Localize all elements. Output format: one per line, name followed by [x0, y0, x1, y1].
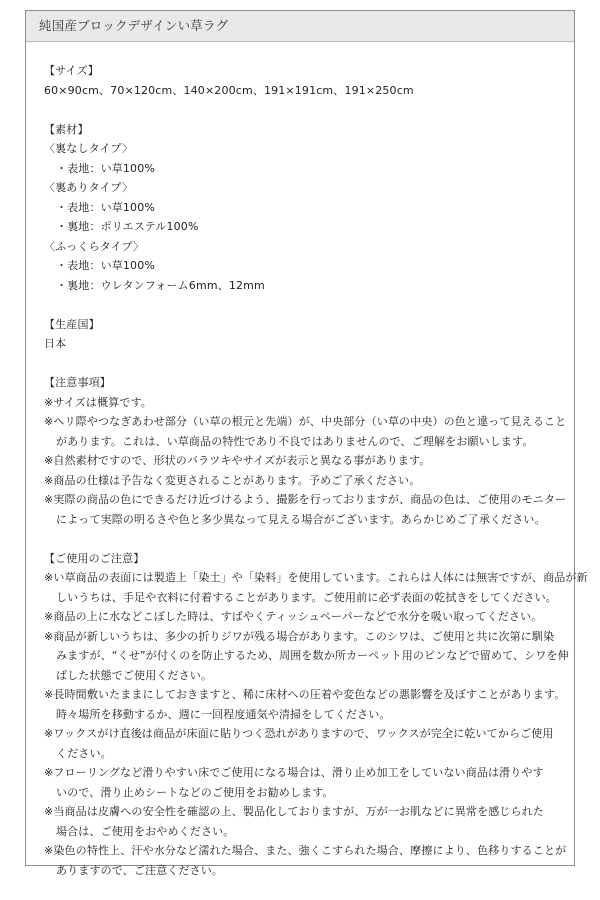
- material-item: 〈裏ありタイプ〉: [44, 181, 133, 194]
- usage-item-line: ※フローリングなど滑りやすい床でご使用になる場合は、滑り止め加工をしていない商品は滑りやす: [44, 766, 544, 779]
- note-item-line: ※サイズは概算です。: [44, 395, 152, 409]
- origin-heading: 【生産国】: [44, 317, 100, 331]
- material-item: ・表地：い草100%: [56, 259, 155, 272]
- note-item-line: ※自然素材ですので、形状のバラツキやサイズが表示と異なる事があります。: [44, 454, 431, 467]
- note-item: [44, 393, 562, 413]
- material-item: 〈裏なしタイプ〉: [44, 142, 133, 155]
- material-item: 〈ふっくらタイプ〉: [44, 239, 145, 253]
- usage-item-line: 時々場所を移動するか、週に一回程度通気や清掃をしてください。: [56, 707, 391, 721]
- usage-item-line: ください。: [56, 746, 112, 760]
- usage-item: [44, 724, 562, 763]
- note-item: [44, 471, 562, 491]
- usage-item-line: ばした状態でご使用ください。: [56, 668, 213, 682]
- usage-item: [44, 841, 567, 880]
- material-item: ・表地：い草100%: [56, 161, 155, 175]
- usage-item: [44, 685, 566, 724]
- size-text: 60×90cm、70×120cm、140×200cm、191×191cm、191×250cm: [44, 83, 414, 97]
- origin-text: 日本: [44, 337, 67, 350]
- panel-title: 純国産ブロックデザインい草ラグ: [39, 18, 229, 33]
- usage-heading: 【ご使用のご注意】: [44, 551, 145, 565]
- note-item: [44, 490, 567, 529]
- notes-heading: 【注意事項】: [44, 376, 111, 389]
- material-heading: 【素材】: [44, 122, 89, 136]
- usage-item-line: ※い草商品の表面には製造上「染土」や「染料」を使用しています。これらは人体には無害ですが、商品が新: [44, 571, 588, 584]
- usage-list: [44, 568, 588, 880]
- usage-item-line: ありますので、ご注意ください。: [56, 863, 224, 877]
- usage-item: [44, 607, 562, 627]
- note-item: [44, 412, 567, 451]
- material-item: ・表地：い草100%: [56, 200, 155, 214]
- usage-item-line: ※染色の特性上、汗や水分など濡れた場合、また、強くこすられた場合、摩擦により、色移りすることが: [44, 844, 567, 857]
- note-item: [44, 451, 562, 471]
- material-section: [44, 120, 562, 296]
- usage-item-line: いので、滑り止めシートなどのご使用をお勧めします。: [56, 785, 334, 799]
- usage-item-line: 場合は、ご使用をおやめください。: [56, 824, 235, 838]
- note-item-line: ※実際の商品の色にできるだけ近づけるよう、撮影を行っておりますが、商品の色は、ご使用のモニター: [44, 493, 567, 506]
- usage-item: [44, 763, 562, 802]
- note-item-line: によって実際の明るさや色と多少異なって見える場合がございます。あらかじめご了承ください。: [56, 512, 546, 526]
- material-item: ・裏地：ポリエステル100%: [56, 220, 199, 233]
- usage-item-line: ※長時間敷いたままにしておきますと、稀に床材への圧着や変色などの悪影響を及ぼすことがあります。: [44, 688, 566, 701]
- usage-item-line: しいうちは、手足や衣料に付着することがあります。ご使用前に必ず表面の乾拭きをしてください。: [56, 590, 557, 604]
- panel-header: [26, 11, 574, 42]
- spec-panel: [25, 10, 588, 877]
- origin-section: [44, 315, 562, 354]
- note-item-line: があります。これは、い草商品の特性であり不良ではありませんので、ご理解をお願いします。: [56, 434, 534, 448]
- note-item-line: ※ヘリ際やつなぎあわせ部分（い草の根元と先端）が、中央部分（い草の中央）の色と違って見えること: [44, 415, 567, 428]
- material-list: [44, 139, 562, 295]
- notes-section: [44, 373, 567, 529]
- usage-item-line: ※商品が新しいうちは、多少の折りジワが残る場合があります。このシワは、ご使用と共に次第に馴染: [44, 629, 555, 643]
- note-item-line: ※商品の仕様は予告なく変更されることがあります。予めご了承ください。: [44, 473, 421, 487]
- material-item: ・裏地：ウレタンフォーム6mm、12mm: [56, 278, 265, 292]
- usage-item-line: ※商品の上に水などこぼした時は、すばやくティッシュペーパーなどで水分を吸い取ってください。: [44, 610, 543, 623]
- usage-item-line: みますが、“くせ”が付くのを防止するため、周囲を数か所カーペット用のピンなどで留めて、シワを伸: [56, 649, 569, 662]
- usage-item: [44, 568, 588, 607]
- usage-item-line: ※当商品は皮膚への安全性を確認の上、製品化しておりますが、万が一お肌などに異常を感じられた: [44, 805, 544, 818]
- usage-item: [44, 627, 569, 686]
- usage-section: [44, 549, 588, 881]
- usage-item: [44, 802, 562, 841]
- usage-item-line: ※ワックスがけ直後は商品が床面に貼りつく恐れがありますので、ワックスが完全に乾いてからご使用: [44, 727, 554, 740]
- size-heading: 【サイズ】: [44, 64, 99, 77]
- notes-list: [44, 393, 567, 530]
- spec-content: [44, 61, 588, 900]
- size-section: [44, 61, 562, 100]
